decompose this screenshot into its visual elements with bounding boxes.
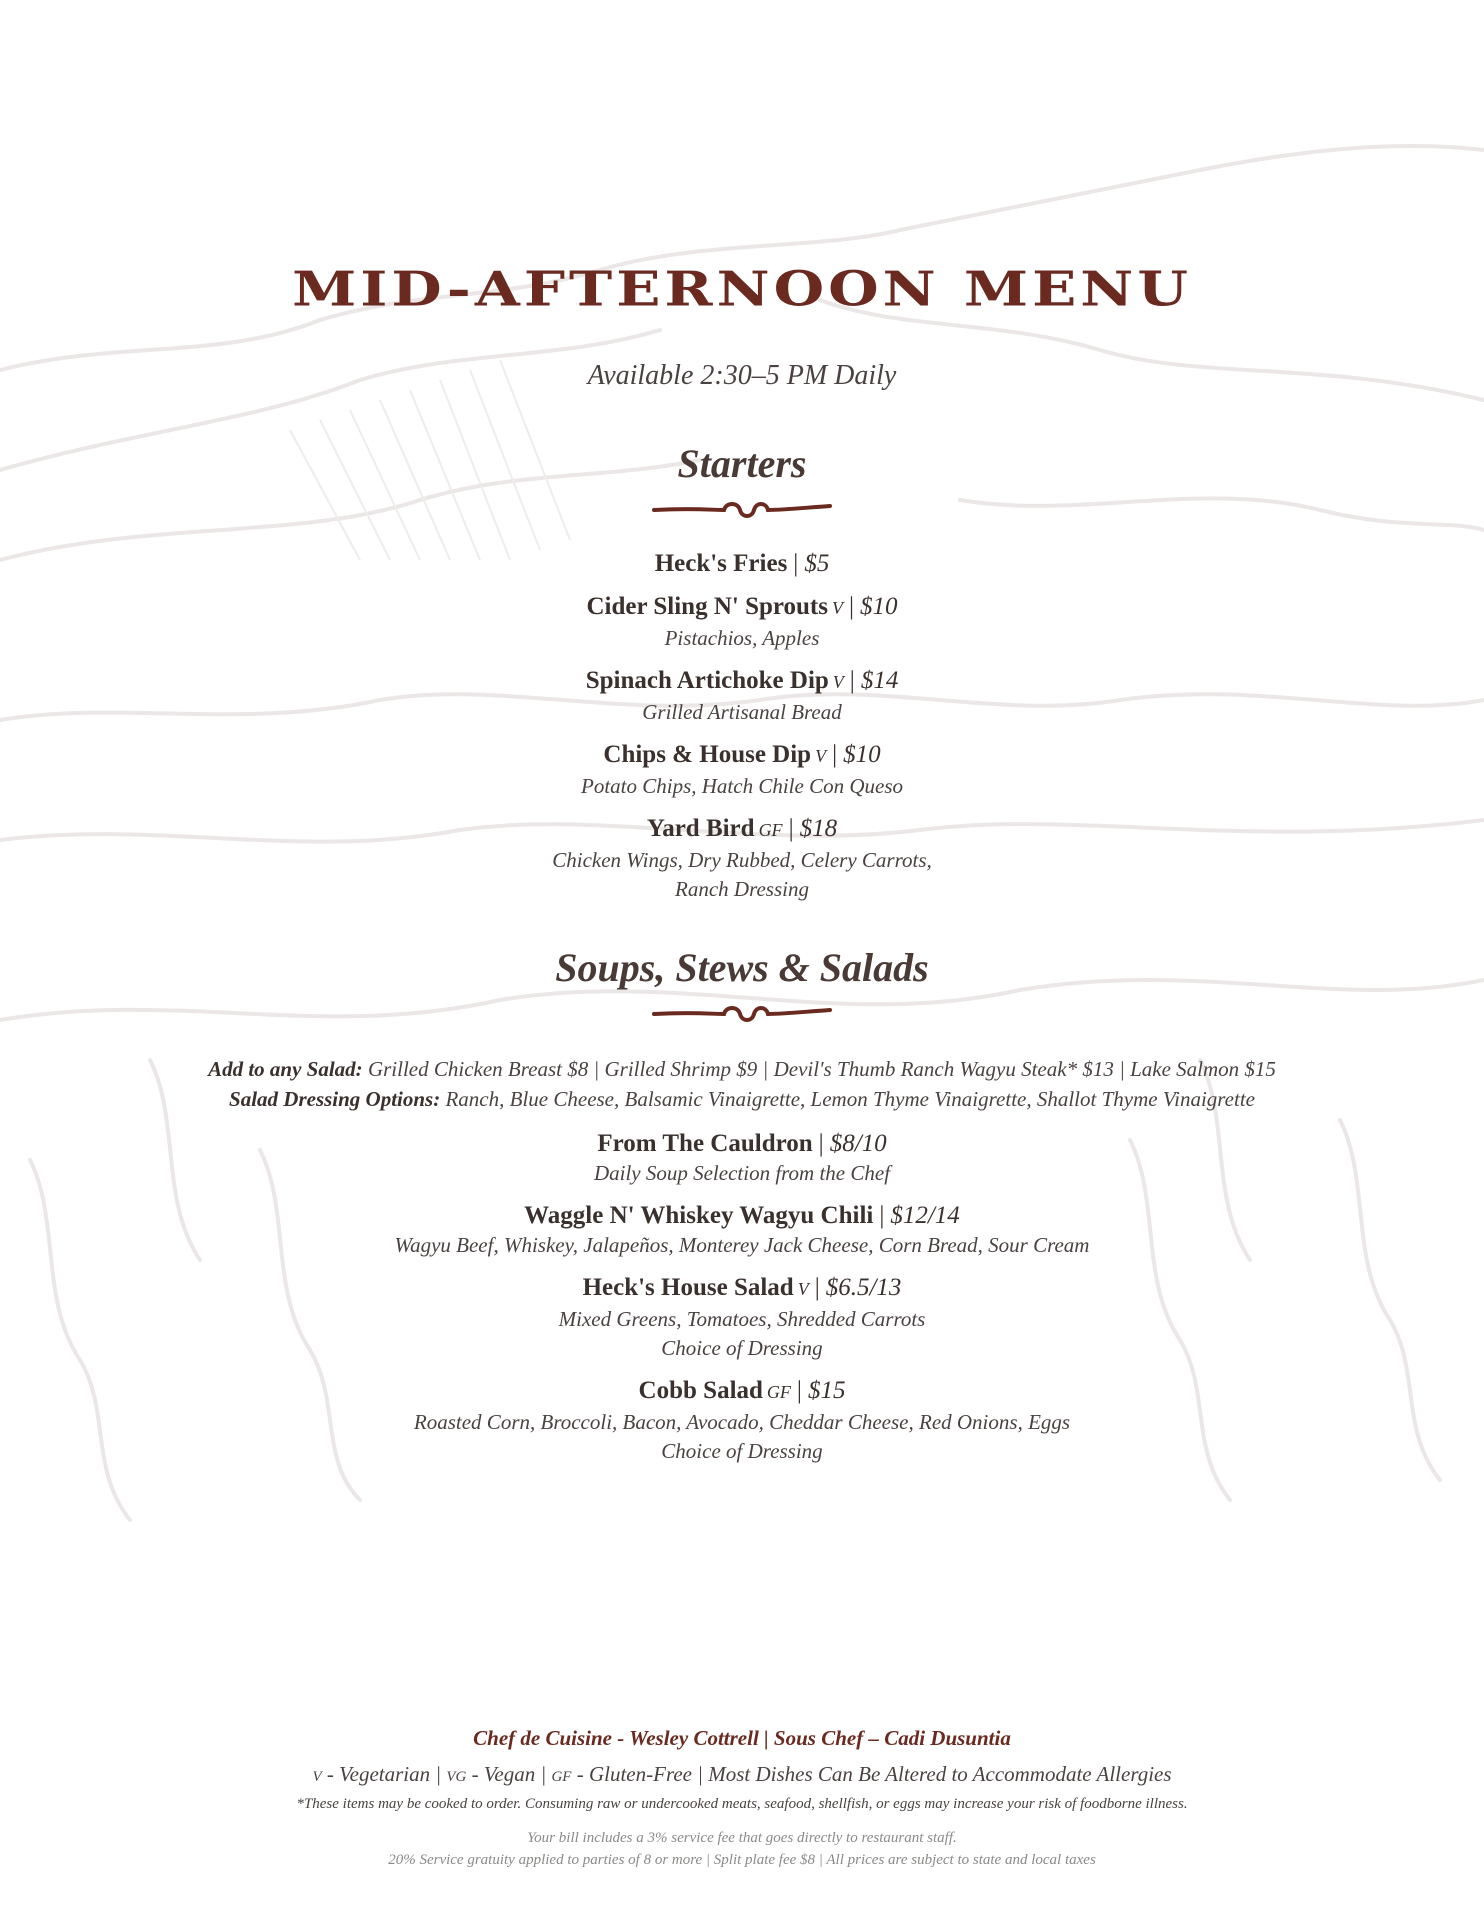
diet-tag: V [815,746,827,766]
menu-item [0,1272,1484,1363]
flourish-divider-icon [652,498,832,520]
diet-legend [0,1762,1484,1787]
dressing-options: Ranch, Blue Cheese, Balsamic Vinaigrette, Lemon Thyme Vinaigrette, Shallot Thyme Vinaigrette [445,1087,1255,1111]
item-price: $12/14 [890,1202,960,1229]
item-price: $14 [860,667,899,694]
item-price: $15 [807,1377,846,1404]
item-price: $6.5/13 [825,1274,902,1301]
item-description: Choice of Dressing [661,1336,823,1360]
menu-item [0,591,1484,653]
chef-credits: Chef de Cuisine - Wesley Cottrell | Sous Chef – Cadi Dusuntia [473,1726,1011,1750]
separator: | [849,667,855,694]
item-name: From The Cauldron [597,1130,813,1157]
separator: | [849,593,855,620]
item-name: Yard Bird [646,815,755,842]
menu-item [0,1128,1484,1188]
dressing-line [0,1084,1484,1114]
item-name: Waggle N' Whiskey Wagyu Chili [524,1202,874,1229]
item-description: Roasted Corn, Broccoli, Bacon, Avocado, Cheddar Cheese, Red Onions, Eggs [413,1410,1071,1434]
item-name: Cider Sling N' Sprouts [586,593,828,620]
item-description: Ranch Dressing [675,877,809,901]
separator: | [818,1130,824,1157]
starters-heading: Starters [677,441,807,486]
page-title: MID-AFTERNOON MENU [292,261,1192,317]
item-description: Daily Soup Selection from the Chef [593,1161,891,1185]
diet-tag: GF [766,1382,791,1402]
item-description: Chicken Wings, Dry Rubbed, Celery Carrots, [552,848,932,872]
item-name: Heck's House Salad [582,1274,794,1301]
item-description: Mixed Greens, Tomatoes, Shredded Carrots [558,1307,926,1331]
legend-vg: VG [446,1769,467,1785]
legend-gf: GF [551,1769,572,1785]
item-price: $18 [799,815,838,842]
salad-addons [0,1054,1484,1114]
menu-item [0,665,1484,727]
item-name: Heck's Fries [654,550,788,577]
menu-item [0,813,1484,904]
gratuity-note: 20% Service gratuity applied to parties of 8 or more | Split plate fee $8 | All prices are subject to state and local taxes [388,1852,1096,1868]
legend-v: V [312,1769,322,1785]
add-to-salad-line [0,1054,1484,1084]
legend-gf-text: - Gluten-Free | Most Dishes Can Be Altered to Accommodate Allergies [571,1762,1172,1786]
soups-list [0,1128,1484,1478]
flourish-divider-icon [652,1002,832,1024]
starters-list [0,548,1484,916]
item-description: Grilled Artisanal Bread [642,700,842,724]
service-fee-note: Your bill includes a 3% service fee that goes directly to restaurant staff. [527,1830,957,1846]
separator: | [788,815,794,842]
dressing-label: Salad Dressing Options: [229,1087,441,1111]
item-name: Spinach Artichoke Dip [585,667,829,694]
diet-tag: V [832,672,844,692]
item-name: Chips & House Dip [603,741,812,768]
separator: | [796,1377,802,1404]
diet-tag: V [797,1279,809,1299]
item-price: $8/10 [829,1130,887,1157]
separator: | [814,1274,820,1301]
separator: | [793,550,799,577]
item-description: Pistachios, Apples [664,626,820,650]
item-description: Potato Chips, Hatch Chile Con Queso [581,774,903,798]
add-label: Add to any Salad: [208,1057,363,1081]
item-description: Choice of Dressing [661,1439,823,1463]
separator: | [879,1202,885,1229]
menu-item [0,1200,1484,1260]
menu-item [0,548,1484,579]
soups-heading: Soups, Stews & Salads [555,945,929,990]
add-options: Grilled Chicken Breast $8 | Grilled Shrimp $9 | Devil's Thumb Ranch Wagyu Steak* $13 | Lake Salmon $15 [367,1057,1276,1081]
item-description: Wagyu Beef, Whiskey, Jalapeños, Monterey Jack Cheese, Corn Bread, Sour Cream [394,1233,1090,1257]
diet-tag: V [832,598,843,618]
menu-item [0,739,1484,801]
menu-item [0,1375,1484,1466]
separator: | [832,741,838,768]
diet-tag: GF [758,820,783,840]
item-name: Cobb Salad [638,1377,763,1404]
food-safety-warning: *These items may be cooked to order. Consuming raw or undercooked meats, seafood, shellfish, or eggs may increase your risk of foodborne illness. [296,1796,1188,1812]
legend-v-text: - Vegetarian | [321,1762,447,1786]
availability-note: Available 2:30–5 PM Daily [587,360,897,391]
legend-vg-text: - Vegan | [466,1762,552,1786]
item-price: $10 [860,593,898,620]
item-price: $10 [843,741,881,768]
item-price: $5 [804,550,830,577]
